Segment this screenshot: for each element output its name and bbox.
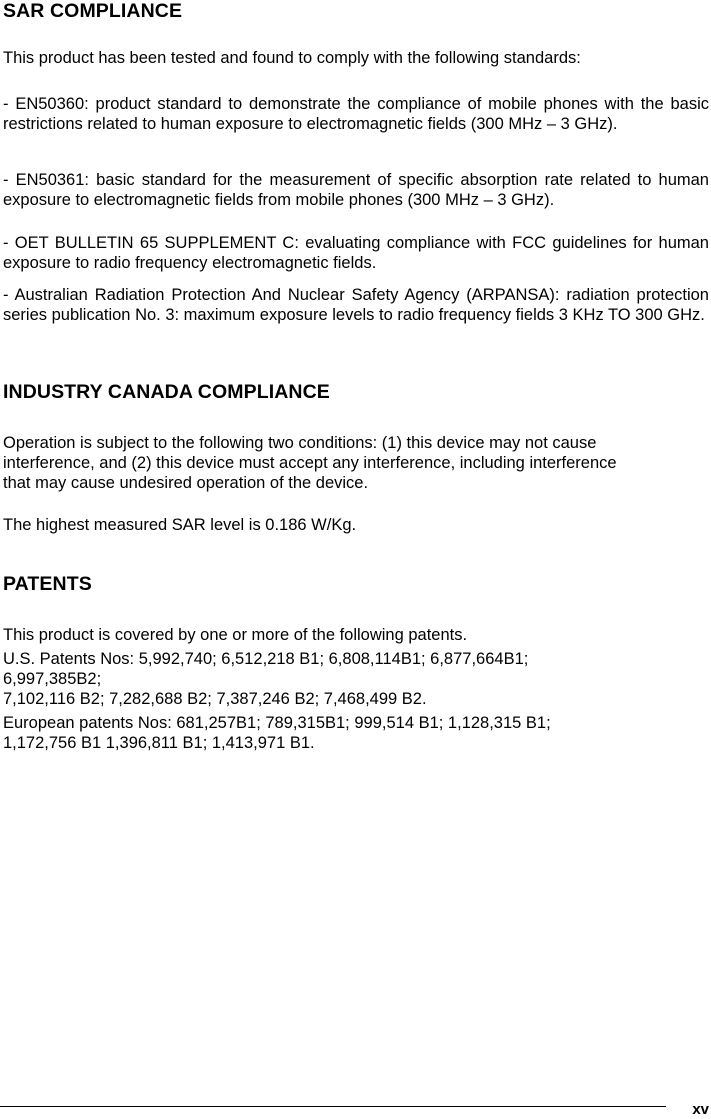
patents-us-line: 7,102,116 B2; 7,282,688 B2; 7,387,246 B2; 7,468,499 B2.	[3, 690, 427, 708]
industry-canada-conditions-line: that may cause undesired operation of the device.	[3, 474, 369, 492]
patents-intro: This product is covered by one or more of the following patents.	[3, 626, 468, 644]
industry-canada-conditions	[3, 433, 709, 493]
industry-canada-sar-level: The highest measured SAR level is 0.186 W/Kg.	[3, 516, 357, 534]
patents-us-line: U.S. Patents Nos: 5,992,740; 6,512,218 B1; 6,808,114B1; 6,877,664B1;	[3, 650, 529, 668]
patents-eu-line: 1,172,756 B1 1,396,811 B1; 1,413,971 B1.	[3, 734, 315, 752]
patents-heading: PATENTS	[3, 573, 92, 595]
footer-divider	[0, 1106, 666, 1107]
industry-canada-conditions-line: interference, and (2) this device must accept any interference, including interference	[3, 454, 617, 472]
sar-item-arpansa: - Australian Radiation Protection And Nuclear Safety Agency (ARPANSA): radiation protection series publication No. 3: maximum exposure levels to radio frequency fields 3 KHz TO 300 GHz.	[3, 286, 709, 324]
patents-eu-line: European patents Nos: 681,257B1; 789,315B1; 999,514 B1; 1,128,315 B1;	[3, 714, 551, 732]
industry-canada-conditions-line: Operation is subject to the following two conditions: (1) this device may not cause	[3, 434, 597, 452]
sar-item-en50361: - EN50361: basic standard for the measurement of specific absorption rate related to human exposure to electromagnetic fields from mobile phones (300 MHz – 3 GHz).	[3, 171, 709, 209]
sar-heading: SAR COMPLIANCE	[3, 0, 183, 22]
industry-canada-heading: INDUSTRY CANADA COMPLIANCE	[3, 381, 330, 403]
page-number: xv	[692, 1101, 709, 1118]
patents-us-line: 6,997,385B2;	[3, 670, 102, 688]
sar-intro: This product has been tested and found to comply with the following standards:	[3, 49, 581, 67]
sar-item-oet-bulletin: - OET BULLETIN 65 SUPPLEMENT C: evaluating compliance with FCC guidelines for human exposure to radio frequency electromagnetic fields.	[3, 234, 709, 272]
patents-eu-list	[3, 713, 709, 753]
sar-item-en50360: - EN50360: product standard to demonstrate the compliance of mobile phones with the basic restrictions related to human exposure to electromagnetic fields (300 MHz – 3 GHz).	[3, 95, 709, 133]
patents-us-list	[3, 649, 709, 709]
